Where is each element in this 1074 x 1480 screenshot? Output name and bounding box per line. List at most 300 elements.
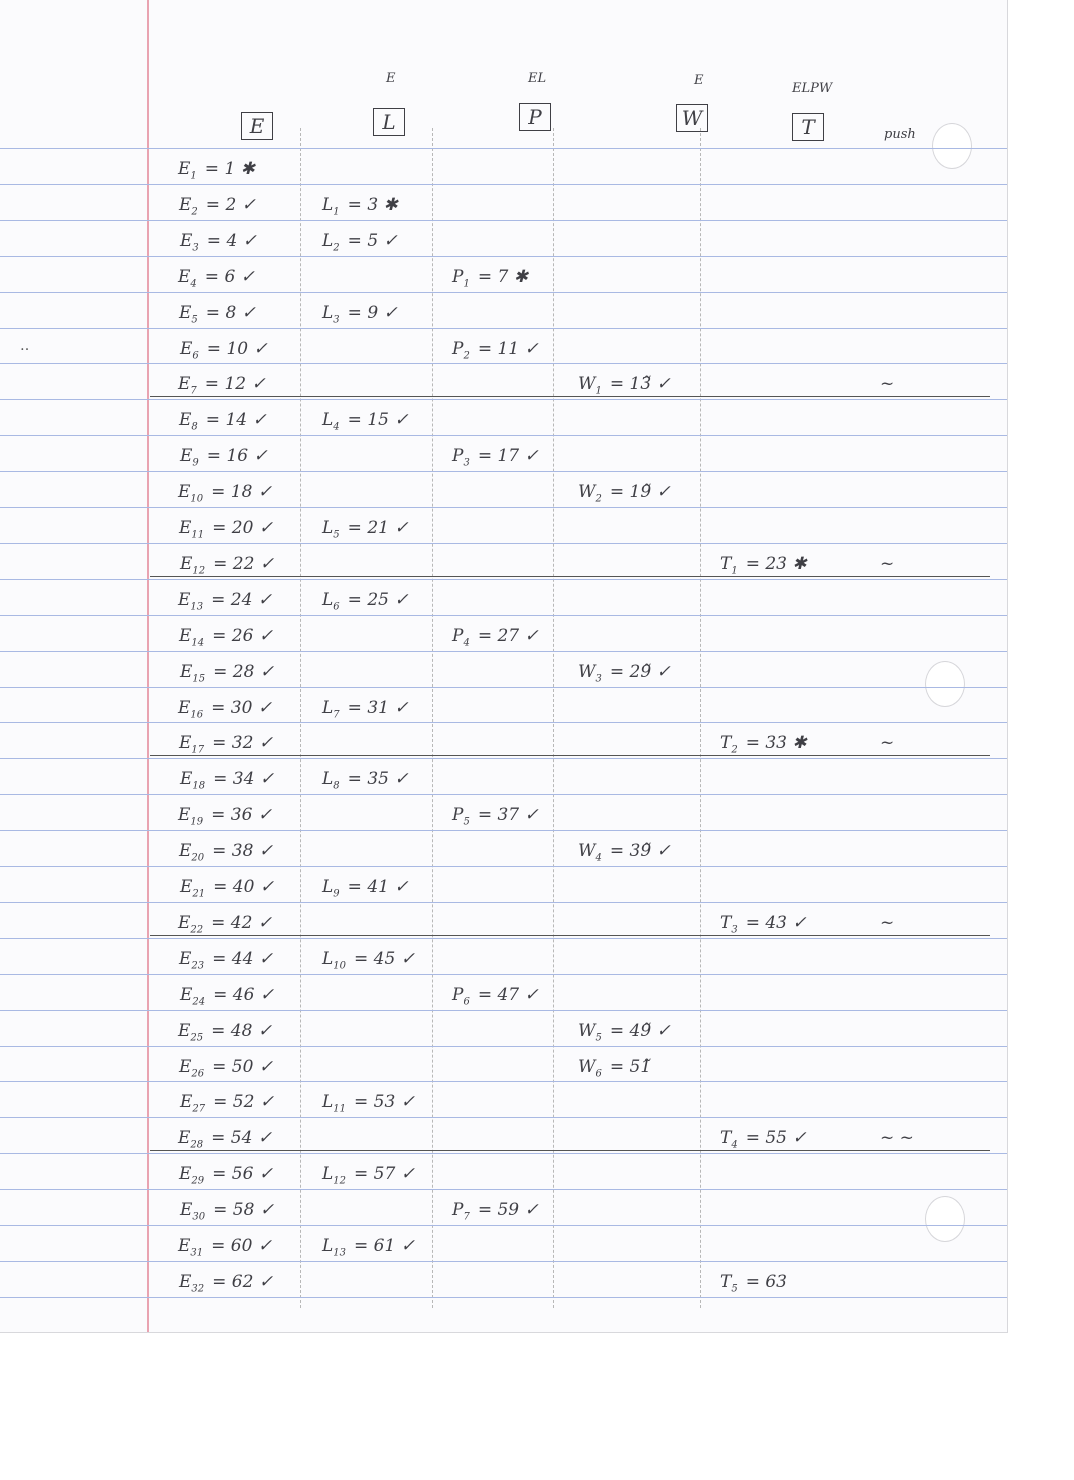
entry-value: = 54 ✓	[211, 1128, 273, 1148]
entry-value: = 21 ✓	[347, 518, 409, 538]
push-header: push	[884, 127, 916, 142]
entry-value: = 30 ✓	[211, 698, 273, 718]
entry-index: 10	[333, 960, 347, 972]
entry-value: = 40 ✓	[213, 877, 275, 897]
entry-letter: L	[322, 769, 334, 789]
entry-letter: E	[179, 195, 192, 215]
entry-T	[720, 915, 807, 935]
ruled-line	[0, 830, 1007, 831]
entry-L	[322, 1238, 415, 1258]
entry-value: = 18 ✓	[211, 482, 273, 502]
entry-index: 6	[333, 601, 340, 613]
entry-E	[180, 233, 257, 253]
entry-value: = 20 ✓	[212, 518, 274, 538]
entry-E	[180, 556, 274, 576]
entry-letter: L	[322, 877, 334, 897]
entry-L	[322, 1094, 415, 1114]
entry-L	[322, 305, 398, 325]
entry-L	[322, 197, 398, 217]
entry-P	[452, 628, 539, 648]
entry-index: 32	[191, 1283, 205, 1295]
entry-value: = 53 ✓	[354, 1092, 415, 1112]
entry-index: 17	[191, 744, 205, 756]
entry-P	[452, 987, 539, 1007]
entry-value: = 44 ✓	[212, 949, 274, 969]
entry-letter: P	[452, 626, 464, 646]
ruled-line	[0, 579, 1007, 580]
entry-E	[178, 1130, 272, 1150]
entry-value: = 8 ✓	[205, 303, 256, 323]
entry-value: = 24 ✓	[211, 590, 273, 610]
entry-index: 21	[192, 888, 206, 900]
entry-index: 23	[191, 960, 205, 972]
entry-letter: E	[180, 339, 193, 359]
ruled-line	[0, 471, 1007, 472]
entry-value: = 16 ✓	[206, 446, 268, 466]
entry-letter: E	[178, 482, 191, 502]
entry-index: 11	[333, 1103, 347, 1115]
entry-value: = 41 ✓	[347, 877, 409, 897]
ruled-line	[0, 292, 1007, 293]
entry-L	[322, 1166, 415, 1186]
ruled-line	[0, 866, 1007, 867]
entry-index: 22	[190, 924, 204, 936]
entry-W	[578, 843, 671, 863]
entry-index: 10	[190, 493, 204, 505]
ruled-line	[0, 687, 1007, 688]
entry-P	[452, 807, 539, 827]
entry-index: 4	[190, 278, 197, 290]
entry-W	[578, 376, 671, 396]
ruled-line	[0, 1225, 1007, 1226]
entry-letter: E	[179, 1164, 192, 1184]
entry-letter: E	[178, 267, 191, 287]
entry-P	[452, 448, 539, 468]
column-divider	[553, 128, 554, 1308]
stray-mark: ‥	[20, 338, 30, 354]
entry-index: 26	[191, 1068, 205, 1080]
entry-index: 13	[190, 601, 204, 613]
entry-E	[180, 664, 274, 684]
entry-letter: E	[179, 949, 192, 969]
header-prereq: EL	[528, 71, 547, 86]
entry-index: 4	[595, 852, 602, 864]
entry-letter: E	[179, 1057, 192, 1077]
entry-E	[178, 376, 266, 396]
entry-index: 15	[192, 673, 206, 685]
entry-letter: E	[178, 159, 191, 179]
entry-letter: L	[322, 590, 334, 610]
entry-letter: L	[322, 231, 334, 251]
entry-index: 1	[333, 206, 340, 218]
entry-letter: W	[578, 841, 596, 861]
group-separator	[150, 935, 990, 936]
entry-index: 14	[191, 637, 205, 649]
entry-value: = 29̃ ✓	[609, 662, 671, 682]
entry-letter: L	[322, 195, 334, 215]
entry-E	[179, 1166, 273, 1186]
entry-value: = 47 ✓	[477, 985, 539, 1005]
header-box: P	[519, 103, 551, 131]
entry-E	[180, 1202, 274, 1222]
entry-value: = 6 ✓	[204, 267, 255, 287]
entry-letter: E	[180, 662, 193, 682]
entry-value: = 1 ✱	[204, 159, 255, 179]
entry-value: = 37 ✓	[477, 805, 539, 825]
entry-index: 12	[333, 1175, 347, 1187]
entry-letter: T	[720, 733, 732, 753]
entry-letter: E	[178, 698, 191, 718]
ruled-line	[0, 1081, 1007, 1082]
ruled-line	[0, 902, 1007, 903]
entry-E	[178, 269, 255, 289]
margin-line	[147, 0, 149, 1332]
entry-value: = 11 ✓	[477, 339, 539, 359]
entry-E	[180, 771, 274, 791]
ruled-line	[0, 1010, 1007, 1011]
entry-index: 4	[463, 637, 470, 649]
entry-index: 7	[190, 385, 197, 397]
entry-letter: E	[179, 303, 192, 323]
entry-value: = 35 ✓	[347, 769, 409, 789]
entry-letter: P	[452, 1200, 464, 1220]
entry-index: 5	[595, 1032, 602, 1044]
entry-value: = 46 ✓	[213, 985, 275, 1005]
entry-letter: P	[452, 805, 464, 825]
entry-letter: E	[179, 410, 192, 430]
ruled-line	[0, 1046, 1007, 1047]
entry-value: = 49̃ ✓	[609, 1021, 671, 1041]
ruled-line	[0, 1261, 1007, 1262]
entry-E	[180, 879, 274, 899]
entry-E	[178, 161, 255, 181]
entry-letter: E	[180, 877, 193, 897]
entry-index: 16	[190, 709, 204, 721]
entry-value: = 27 ✓	[477, 626, 539, 646]
entry-letter: E	[178, 1128, 191, 1148]
entry-value: = 59 ✓	[477, 1200, 539, 1220]
entry-L	[322, 951, 415, 971]
entry-index: 20	[191, 852, 205, 864]
ruled-line	[0, 938, 1007, 939]
entry-T	[720, 1130, 807, 1150]
ruled-line	[0, 363, 1007, 364]
entry-value: = 17 ✓	[477, 446, 539, 466]
entry-E	[180, 987, 274, 1007]
entry-value: = 63	[745, 1272, 787, 1292]
entry-index: 24	[192, 996, 206, 1008]
entry-letter: W	[578, 1021, 596, 1041]
entry-letter: W	[578, 482, 596, 502]
entry-letter: E	[179, 626, 192, 646]
entry-index: 8	[191, 421, 198, 433]
entry-letter: E	[180, 446, 193, 466]
entry-W	[578, 664, 671, 684]
entry-letter: E	[179, 733, 192, 753]
entry-letter: T	[720, 554, 732, 574]
entry-T	[720, 735, 807, 755]
entry-P	[452, 1202, 539, 1222]
entry-value: = 10 ✓	[206, 339, 268, 359]
entry-value: = 38 ✓	[212, 841, 274, 861]
entry-index: 4	[333, 421, 340, 433]
entry-letter: E	[178, 805, 191, 825]
entry-letter: L	[322, 303, 334, 323]
entry-value: = 51̃	[609, 1057, 652, 1077]
entry-index: 31	[190, 1247, 204, 1259]
entry-value: = 48 ✓	[211, 1021, 273, 1041]
column-divider	[300, 128, 301, 1308]
entry-E	[178, 1023, 272, 1043]
entry-index: 3	[192, 242, 199, 254]
entry-value: = 28 ✓	[213, 662, 275, 682]
header-box: W	[676, 104, 708, 132]
entry-index: 1	[190, 170, 197, 182]
entry-index: 3	[595, 673, 602, 685]
entry-E	[179, 412, 267, 432]
entry-letter: T	[720, 1128, 732, 1148]
entry-index: 5	[191, 314, 198, 326]
header-box: E	[241, 112, 273, 140]
entry-letter: E	[180, 985, 193, 1005]
entry-value: = 52 ✓	[213, 1092, 275, 1112]
entry-index: 2	[463, 350, 470, 362]
punch-hole	[925, 661, 965, 707]
entry-value: = 57 ✓	[354, 1164, 415, 1184]
entry-letter: E	[178, 590, 191, 610]
entry-index: 9	[192, 457, 199, 469]
entry-index: 8	[333, 780, 340, 792]
entry-L	[322, 233, 398, 253]
entry-value: = 58 ✓	[213, 1200, 275, 1220]
entry-value: = 2 ✓	[205, 195, 256, 215]
entry-E	[179, 951, 273, 971]
push-mark: ~	[880, 554, 895, 574]
entry-index: 5	[333, 529, 340, 541]
entry-T	[720, 556, 807, 576]
entry-value: = 61 ✓	[354, 1236, 415, 1256]
group-separator	[150, 1150, 990, 1151]
column-divider	[700, 128, 701, 1308]
entry-index: 2	[595, 493, 602, 505]
entry-letter: E	[180, 231, 193, 251]
entry-T	[720, 1274, 787, 1294]
entry-index: 11	[191, 529, 205, 541]
entry-L	[322, 700, 409, 720]
entry-value: = 7 ✱	[477, 267, 528, 287]
header-prereq: E	[386, 71, 396, 86]
push-mark: ~ ~	[880, 1128, 914, 1148]
entry-letter: E	[180, 1092, 193, 1112]
entry-value: = 4 ✓	[206, 231, 257, 251]
ruled-line	[0, 794, 1007, 795]
entry-index: 6	[463, 996, 470, 1008]
entry-E	[179, 843, 273, 863]
entry-L	[322, 879, 409, 899]
entry-index: 2	[191, 206, 198, 218]
entry-value: = 3 ✱	[347, 195, 398, 215]
header-prereq: ELPW	[792, 81, 833, 96]
entry-E	[178, 484, 272, 504]
punch-hole	[932, 123, 972, 169]
ruled-line	[0, 399, 1007, 400]
entry-letter: L	[322, 518, 334, 538]
entry-letter: L	[322, 1236, 334, 1256]
entry-value: = 22 ✓	[213, 554, 275, 574]
entry-E	[180, 341, 268, 361]
ruled-line	[0, 1297, 1007, 1298]
entry-letter: W	[578, 374, 596, 394]
entry-value: = 26 ✓	[212, 626, 274, 646]
entry-index: 4	[731, 1139, 738, 1151]
entry-E	[178, 915, 272, 935]
ruled-line	[0, 1117, 1007, 1118]
ruled-line	[0, 184, 1007, 185]
entry-E	[179, 520, 273, 540]
entry-index: 2	[333, 242, 340, 254]
entry-index: 27	[192, 1103, 206, 1115]
entry-value: = 25 ✓	[347, 590, 409, 610]
ruled-line	[0, 1153, 1007, 1154]
entry-index: 30	[192, 1211, 206, 1223]
entry-letter: E	[179, 1272, 192, 1292]
push-mark: ~	[880, 913, 895, 933]
entry-index: 5	[463, 816, 470, 828]
entry-L	[322, 592, 409, 612]
entry-E	[178, 807, 272, 827]
entry-value: = 5 ✓	[347, 231, 398, 251]
entry-W	[578, 1059, 651, 1079]
entry-value: = 50 ✓	[212, 1057, 274, 1077]
entry-value: = 32 ✓	[212, 733, 274, 753]
header-box: L	[373, 108, 405, 136]
entry-letter: L	[322, 410, 334, 430]
header-prereq: E	[694, 73, 704, 88]
entry-letter: P	[452, 267, 464, 287]
entry-value: = 34 ✓	[213, 769, 275, 789]
entry-E	[179, 628, 273, 648]
entry-index: 25	[190, 1032, 204, 1044]
entry-value: = 45 ✓	[354, 949, 415, 969]
ruled-line	[0, 220, 1007, 221]
entry-letter: P	[452, 446, 464, 466]
entry-index: 12	[192, 565, 206, 577]
entry-index: 1	[463, 278, 470, 290]
entry-value: = 55 ✓	[745, 1128, 807, 1148]
entry-letter: L	[322, 949, 334, 969]
entry-P	[452, 269, 528, 289]
entry-letter: E	[179, 841, 192, 861]
entry-letter: L	[322, 698, 334, 718]
entry-letter: E	[179, 518, 192, 538]
entry-W	[578, 484, 671, 504]
entry-letter: E	[178, 1236, 191, 1256]
entry-value: = 31 ✓	[347, 698, 409, 718]
ruled-line	[0, 722, 1007, 723]
entry-E	[178, 1238, 272, 1258]
entry-value: = 60 ✓	[211, 1236, 273, 1256]
group-separator	[150, 755, 990, 756]
entry-L	[322, 771, 409, 791]
entry-value: = 56 ✓	[212, 1164, 274, 1184]
entry-letter: P	[452, 985, 464, 1005]
group-separator	[150, 576, 990, 577]
entry-letter: T	[720, 1272, 732, 1292]
entry-index: 29	[191, 1175, 205, 1187]
entry-value: = 12 ✓	[204, 374, 266, 394]
entry-index: 1	[731, 565, 738, 577]
entry-index: 7	[463, 1211, 470, 1223]
entry-index: 13	[333, 1247, 347, 1259]
entry-letter: T	[720, 913, 732, 933]
entry-letter: L	[322, 1164, 334, 1184]
entry-index: 18	[192, 780, 206, 792]
ruled-line	[0, 328, 1007, 329]
entry-L	[322, 520, 409, 540]
entry-index: 28	[190, 1139, 204, 1151]
entry-E	[179, 305, 256, 325]
entry-index: 9	[333, 888, 340, 900]
entry-E	[179, 735, 273, 755]
entry-index: 7	[333, 709, 340, 721]
ruled-line	[0, 974, 1007, 975]
entry-value: = 14 ✓	[205, 410, 267, 430]
entry-L	[322, 412, 409, 432]
entry-letter: E	[178, 1021, 191, 1041]
entry-letter: E	[180, 1200, 193, 1220]
entry-value: = 43 ✓	[745, 913, 807, 933]
ruled-line	[0, 1189, 1007, 1190]
push-mark: ~	[880, 374, 895, 394]
entry-letter: P	[452, 339, 464, 359]
entry-letter: W	[578, 1057, 596, 1077]
entry-letter: W	[578, 662, 596, 682]
entry-index: 6	[192, 350, 199, 362]
ruled-line	[0, 507, 1007, 508]
entry-value: = 36 ✓	[211, 805, 273, 825]
entry-E	[179, 1059, 273, 1079]
entry-index: 5	[731, 1283, 738, 1295]
entry-letter: E	[178, 374, 191, 394]
entry-letter: E	[178, 913, 191, 933]
entry-E	[180, 1094, 274, 1114]
entry-value: = 39̃ ✓	[609, 841, 671, 861]
entry-E	[180, 448, 268, 468]
ruled-line	[0, 543, 1007, 544]
ruled-line	[0, 758, 1007, 759]
entry-index: 6	[595, 1068, 602, 1080]
entry-index: 3	[731, 924, 738, 936]
entry-index: 1	[595, 385, 602, 397]
header-box: T	[792, 113, 824, 141]
entry-index: 3	[333, 314, 340, 326]
entry-value: = 42 ✓	[211, 913, 273, 933]
entry-letter: E	[180, 769, 193, 789]
entry-index: 3	[463, 457, 470, 469]
entry-index: 19	[190, 816, 204, 828]
ruled-line	[0, 435, 1007, 436]
entry-E	[178, 592, 272, 612]
entry-value: = 33 ✱	[745, 733, 807, 753]
column-divider	[432, 128, 433, 1308]
entry-E	[178, 700, 272, 720]
entry-value: = 15 ✓	[347, 410, 409, 430]
entry-E	[179, 197, 256, 217]
ruled-line	[0, 615, 1007, 616]
push-mark: ~	[880, 733, 895, 753]
entry-value: = 9 ✓	[347, 303, 398, 323]
entry-value: = 13̃ ✓	[609, 374, 671, 394]
